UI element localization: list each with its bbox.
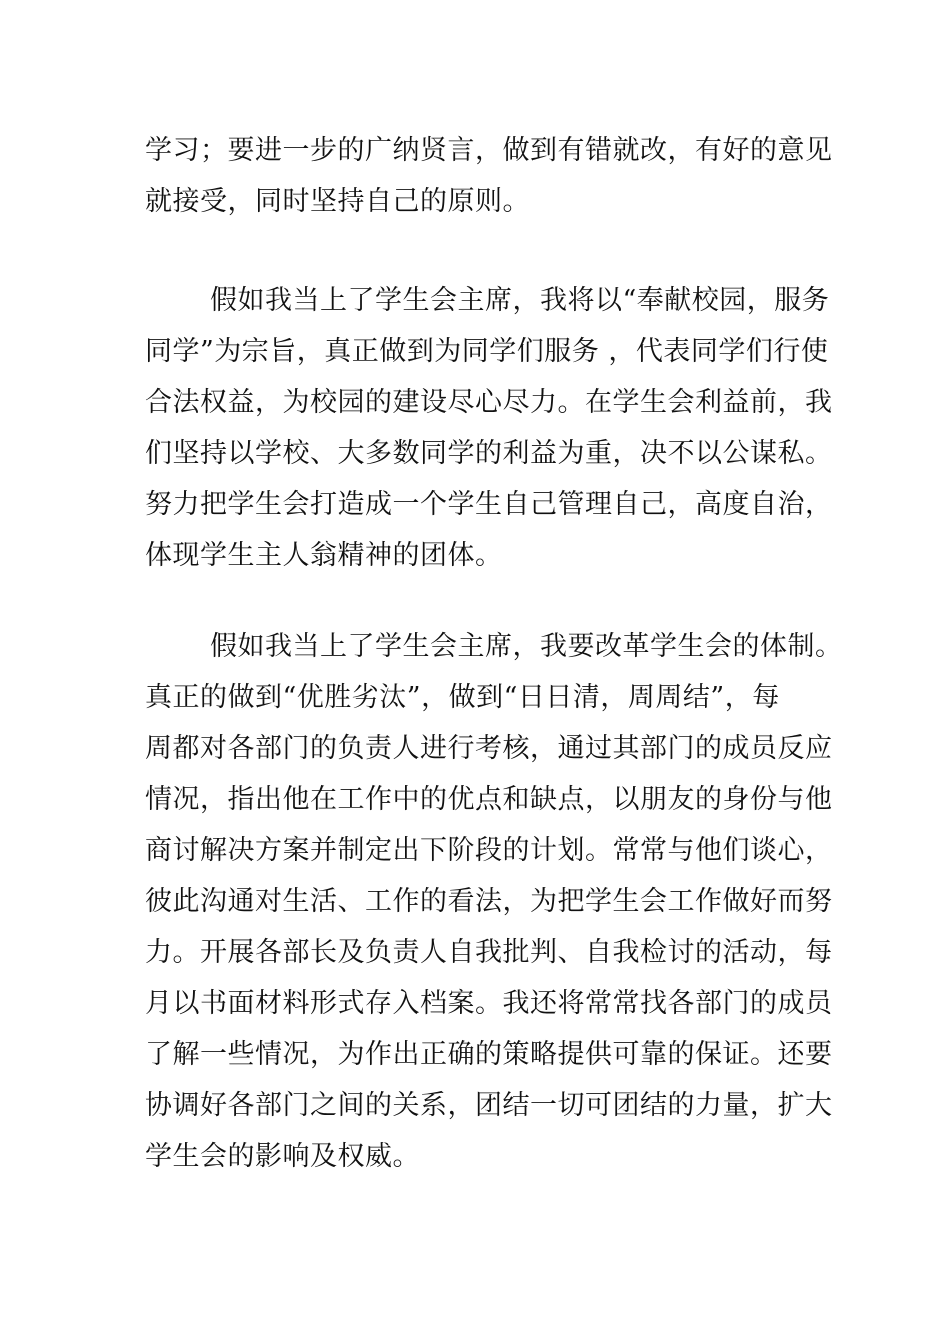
paragraph-3-line-9: 了解一些情况，为作出正确的策略提供可靠的保证。还要: [145, 1039, 833, 1070]
paragraph-3-line-8: 月以书面材料形式存入档案。我还将常常找各部门的成员: [145, 988, 833, 1019]
paragraph-2-line-2: 同学”为宗旨，真正做到为同学们服务 ，代表同学们行使: [145, 336, 829, 367]
paragraph-3-line-4: 情况，指出他在工作中的优点和缺点，以朋友的身份与他: [145, 784, 833, 815]
paragraph-2-line-1: 假如我当上了学生会主席，我将以“奉献校园，服务: [210, 285, 830, 316]
paragraph-3-line-5: 商讨解决方案并制定出下阶段的计划。常常与他们谈心，: [145, 835, 833, 866]
paragraph-1-line-2: 就接受，同时坚持自己的原则。: [145, 186, 530, 217]
paragraph-3-line-1: 假如我当上了学生会主席，我要改革学生会的体制。: [210, 631, 843, 662]
paragraph-2-line-3: 合法权益，为校园的建设尽心尽力。在学生会利益前，我: [145, 387, 833, 418]
paragraph-2-line-6: 体现学生主人翁精神的团体。: [145, 540, 503, 571]
paragraph-3-line-7: 力。开展各部长及负责人自我批判、自我检讨的活动，每: [145, 937, 833, 968]
paragraph-3-line-6: 彼此沟通对生活、工作的看法，为把学生会工作做好而努: [145, 886, 833, 917]
paragraph-3-line-10: 协调好各部门之间的关系，团结一切可团结的力量，扩大: [145, 1090, 833, 1121]
paragraph-3-line-3: 周都对各部门的负责人进行考核，通过其部门的成员反应: [145, 733, 833, 764]
paragraph-3-line-2: 真正的做到“优胜劣汰”，做到“日日清，周周结”，每: [145, 682, 780, 713]
paragraph-2-line-5: 努力把学生会打造成一个学生自己管理自己，高度自治，: [145, 489, 833, 520]
paragraph-2-line-4: 们坚持以学校、大多数同学的利益为重，决不以公谋私。: [145, 438, 833, 469]
paragraph-1-line-1: 学习；要进一步的广纳贤言，做到有错就改，有好的意见: [145, 135, 833, 166]
paragraph-3-line-11: 学生会的影响及权威。: [145, 1141, 420, 1172]
